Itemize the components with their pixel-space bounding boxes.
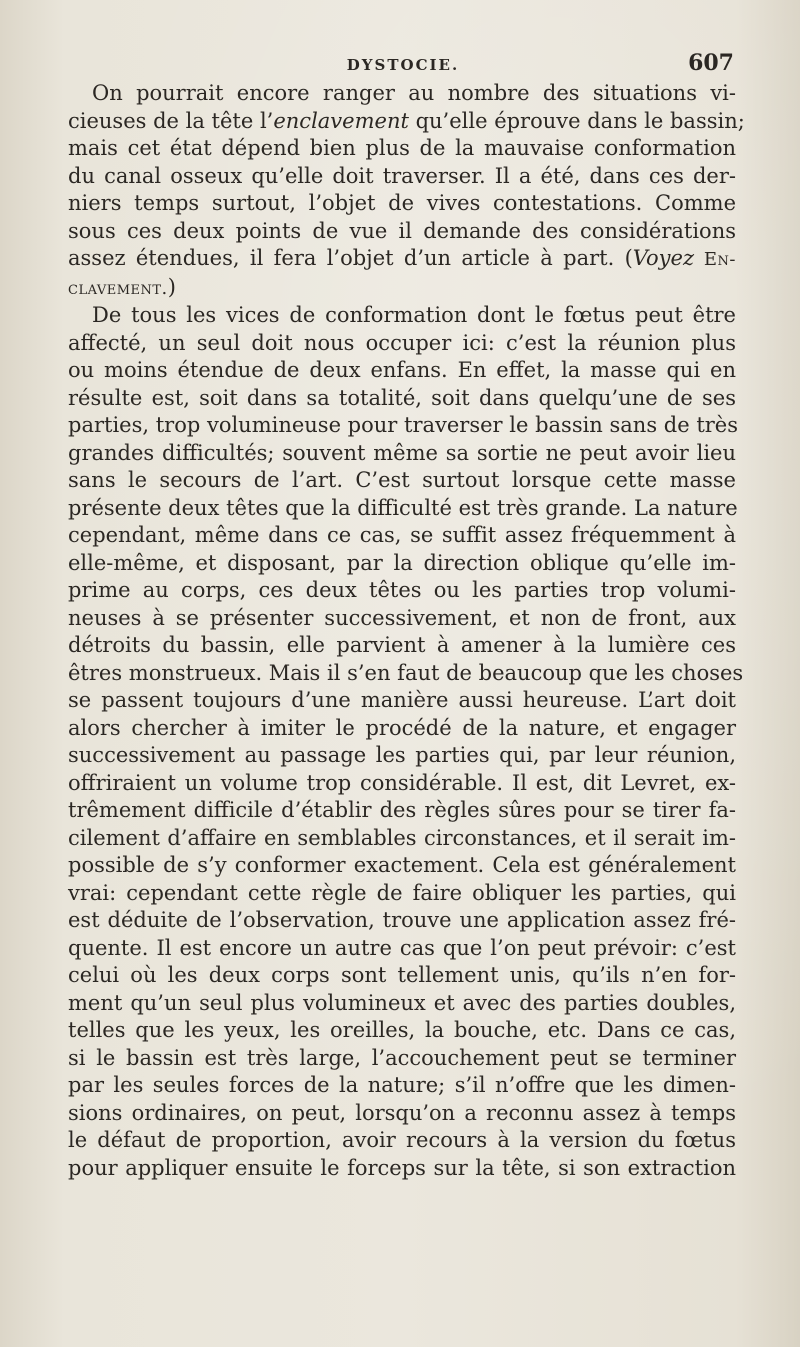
text-line: possible de s’y conformer exactement. Cela est généralement <box>68 853 736 877</box>
body-text <box>68 80 745 1182</box>
text-line: pour appliquer ensuite le forceps sur la tête, si son extraction <box>68 1155 736 1180</box>
text-line: par les seules forces de la nature; s’il n’offre que les dimen- <box>68 1073 736 1097</box>
text-line: du canal osseux qu’elle doit traverser. Il a été, dans ces der- <box>68 163 736 188</box>
running-head: DYSTOCIE. <box>346 56 460 74</box>
text-line: cilement d’affaire en semblables circonstances, et il serait im- <box>68 825 736 850</box>
text-line <box>68 108 745 136</box>
text-line: mais cet état dépend bien plus de la mauvaise conformation <box>68 136 736 160</box>
text-line: sans le secours de l’art. C’est surtout lorsque cette masse <box>68 468 736 492</box>
text-run: assez étendues, il fera l’objet d’un article à part. ( <box>68 246 633 270</box>
page-header <box>68 50 738 80</box>
text-run: qu’elle éprouve dans le bassin; <box>408 108 745 133</box>
cross-reference: clavement. <box>68 277 168 299</box>
text-line: telles que les yeux, les oreilles, la bouche, etc. Dans ce cas, <box>68 1018 736 1042</box>
text-line: est déduite de l’observation, trouve une application assez fré- <box>68 908 736 932</box>
text-line: celui où les deux corps sont tellement unis, qu’ils n’en for- <box>68 963 736 987</box>
text-line: ou moins étendue de deux enfans. En effet, la masse qui en <box>68 358 736 382</box>
text-line <box>68 274 736 303</box>
text-line: présente deux têtes que la difficulté est très grande. La nature <box>68 495 738 520</box>
italic-term: Voyez <box>632 246 695 270</box>
text-line: parties, trop volumineuse pour traverser le bassin sans de très <box>68 413 739 437</box>
text-line: sous ces deux points de vue il demande des considérations <box>68 218 736 243</box>
text-line: grandes difficultés; souvent même sa sortie ne peut avoir lieu <box>68 440 736 465</box>
italic-term: enclavement <box>273 108 409 133</box>
text-line: trêmement difficile d’établir des règles sûres pour se tirer fa- <box>68 798 736 822</box>
paragraph-2 <box>68 302 744 1182</box>
text-line: On pourrait encore ranger au nombre des situations vi- <box>92 81 736 105</box>
text-line: résulte est, soit dans sa totalité, soit dans quelqu’une de ses <box>68 385 736 410</box>
text-line <box>68 245 736 274</box>
cross-reference: En- <box>694 249 736 270</box>
text-line: alors chercher à imiter le procédé de la nature, et engager <box>68 715 736 740</box>
text-line: le défaut de proportion, avoir recours à la version du fœtus <box>68 1128 736 1152</box>
text-line: se passent toujours d’une manière aussi heureuse. L’art doit <box>68 688 736 712</box>
paragraph-1 <box>68 80 745 302</box>
text-line: êtres monstrueux. Mais il s’en faut de beaucoup que les choses <box>68 660 744 685</box>
text-line: neuses à se présenter successivement, et non de front, aux <box>68 605 736 630</box>
text-line: De tous les vices de conformation dont le fœtus peut être <box>92 303 736 327</box>
text-line: détroits du bassin, elle parvient à amener à la lumière ces <box>68 633 736 657</box>
text-line: si le bassin est très large, l’accouchement peut se terminer <box>68 1045 736 1070</box>
text-line: ment qu’un seul plus volumineux et avec des parties doubles, <box>68 990 736 1015</box>
page-number: 607 <box>688 50 734 76</box>
text-line: cependant, même dans ce cas, se suffit assez fréquemment à <box>68 523 736 547</box>
text-line: sions ordinaires, on peut, lorsqu’on a reconnu assez à temps <box>68 1100 736 1125</box>
text-line: prime au corps, ces deux têtes ou les parties trop volumi- <box>68 578 736 602</box>
text-line: affecté, un seul doit nous occuper ici: c’est la réunion plus <box>68 330 736 355</box>
text-run: ) <box>167 274 176 299</box>
text-run: cieuses de la tête l’ <box>68 108 274 133</box>
text-line: successivement au passage les parties qui, par leur réunion, <box>68 743 736 767</box>
text-line: offriraient un volume trop considérable. Il est, dit Levret, ex- <box>68 770 736 795</box>
text-line: niers temps surtout, l’objet de vives contestations. Comme <box>68 191 736 215</box>
text-line: vrai: cependant cette règle de faire obliquer les parties, qui <box>68 880 736 905</box>
text-line: quente. Il est encore un autre cas que l’on peut prévoir: c’est <box>68 935 736 960</box>
text-line: elle-même, et disposant, par la direction oblique qu’elle im- <box>68 550 736 575</box>
